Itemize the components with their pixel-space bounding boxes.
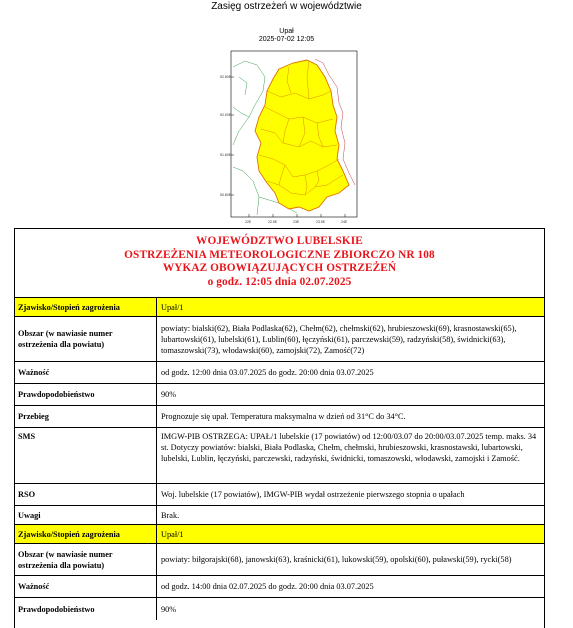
row-value: 90%: [161, 604, 177, 614]
table-row: [15, 362, 544, 384]
row-value: Woj. lubelskie (17 powiatów), IMGW-PIB wydał ostrzeżenie pierwszego stopnia o upałach: [161, 490, 465, 499]
row-value: Prognozuje się upał. Temperatura maksymalna w dzień od 31°C do 34°C.: [161, 412, 406, 421]
page-title: Zasięg ostrzeżeń w województwie: [211, 1, 362, 12]
table-row: [15, 428, 544, 484]
row-value: od godz. 12:00 dnia 03.07.2025 do godz. 20:00 dnia 03.07.2025: [161, 368, 374, 377]
lon-tick-label: 24E: [341, 220, 348, 224]
warnings-header: [15, 229, 544, 298]
row-label: Przebieg: [15, 406, 157, 427]
row-label: Zjawisko/Stopień zagrożenia: [15, 298, 157, 316]
row-value: od godz. 14:00 dnia 02.07.2025 do godz. 20:00 dnia 03.07.2025: [161, 582, 374, 591]
row-value: Upał/1: [161, 302, 184, 312]
row-value: Upał/1: [161, 529, 184, 539]
row-label: Zjawisko/Stopień zagrożenia: [15, 525, 157, 543]
table-row: [15, 576, 544, 598]
row-value: powiaty: biłgorajski(68), janowski(63), kraśnicki(61), lukowski(59), opolski(60), puławski(59), rycki(58): [161, 555, 512, 564]
row-label: SMS: [15, 428, 157, 483]
table-row: [15, 298, 544, 317]
warning-map-svg: [219, 47, 359, 225]
row-value: 90%: [161, 390, 177, 399]
lat-tick-label: 51.60E: [220, 153, 232, 157]
row-label: Ważność: [15, 576, 157, 597]
warnings-table: [14, 228, 545, 628]
lat-tick-label: 50.80E: [220, 193, 232, 197]
table-row: [15, 525, 544, 544]
map-phenomenon-label: Upał: [279, 28, 294, 35]
row-value: IMGW-PIB OSTRZEGA: UPAŁ/1 lubelskie (17 powiatów) od 12:00/03.07 do 20:00/03.07.2025 temp. maks. 34 st. Dotyczy powiatów: bialski, Biała Podlaska, Chełm, chełmski, hrubieszowski, krasnostawski, lubartowski, lubelski, Lublin, łęczyński, parczewski, radzyński, świdnicki, tomaszowski, włodawski, zamojski i Zamość.: [161, 432, 537, 463]
header-bulletin-number: OSTRZEŻENIA METEOROLOGICZNE ZBIORCZO NR 108: [124, 248, 435, 261]
table-row: [15, 544, 544, 576]
row-value: powiaty: bialski(62), Biała Podlaska(62), Chełm(62), chełmski(62), hrubieszowski(69), krasnostawski(65), lubartowski(61), lubelski(61), Lublin(60), łęczyński(61), parczewski(59), radzyński(58), świdnicki(63), tomaszowski(73), włodawski(60), zamojski(72), Zamość(72): [161, 323, 517, 355]
row-label: RSO: [15, 484, 157, 505]
lon-tick-label: 23.5E: [316, 220, 326, 224]
lat-tick-label: 52.80E: [220, 75, 232, 79]
map-timestamp: 2025-07-02 12:05: [258, 36, 315, 43]
table-row: [15, 384, 544, 406]
lon-tick-label: 22.5E: [268, 220, 278, 224]
lon-tick-label: 23E: [293, 220, 300, 224]
row-label: Obszar (w nawiasie numer ostrzeżenia dla powiatu): [15, 317, 157, 361]
row-label: Ważność: [15, 362, 157, 383]
row-label: Uwagi: [15, 506, 157, 524]
row-label: Prawdopodobieństwo: [15, 384, 157, 405]
row-label: Prawdopodobieństwo: [15, 598, 157, 620]
lon-tick-label: 22E: [245, 220, 252, 224]
table-row: [15, 598, 544, 620]
table-row: [15, 506, 544, 525]
table-row: [15, 406, 544, 428]
row-value: Brak.: [161, 510, 180, 520]
header-region: WOJEWÓDZTWO LUBELSKIE: [196, 235, 363, 247]
table-row: [15, 317, 544, 362]
warning-map: [219, 47, 359, 225]
table-row: [15, 484, 544, 506]
row-label: Obszar (w nawiasie numer ostrzeżenia dla powiatu): [15, 544, 157, 575]
header-issue-time: o godz. 12:05 dnia 02.07.2025: [207, 275, 352, 288]
header-list-title: WYKAZ OBOWIĄZUJĄCYCH OSTRZEŻEŃ: [162, 262, 397, 274]
lat-tick-label: 52.00E: [220, 113, 232, 117]
